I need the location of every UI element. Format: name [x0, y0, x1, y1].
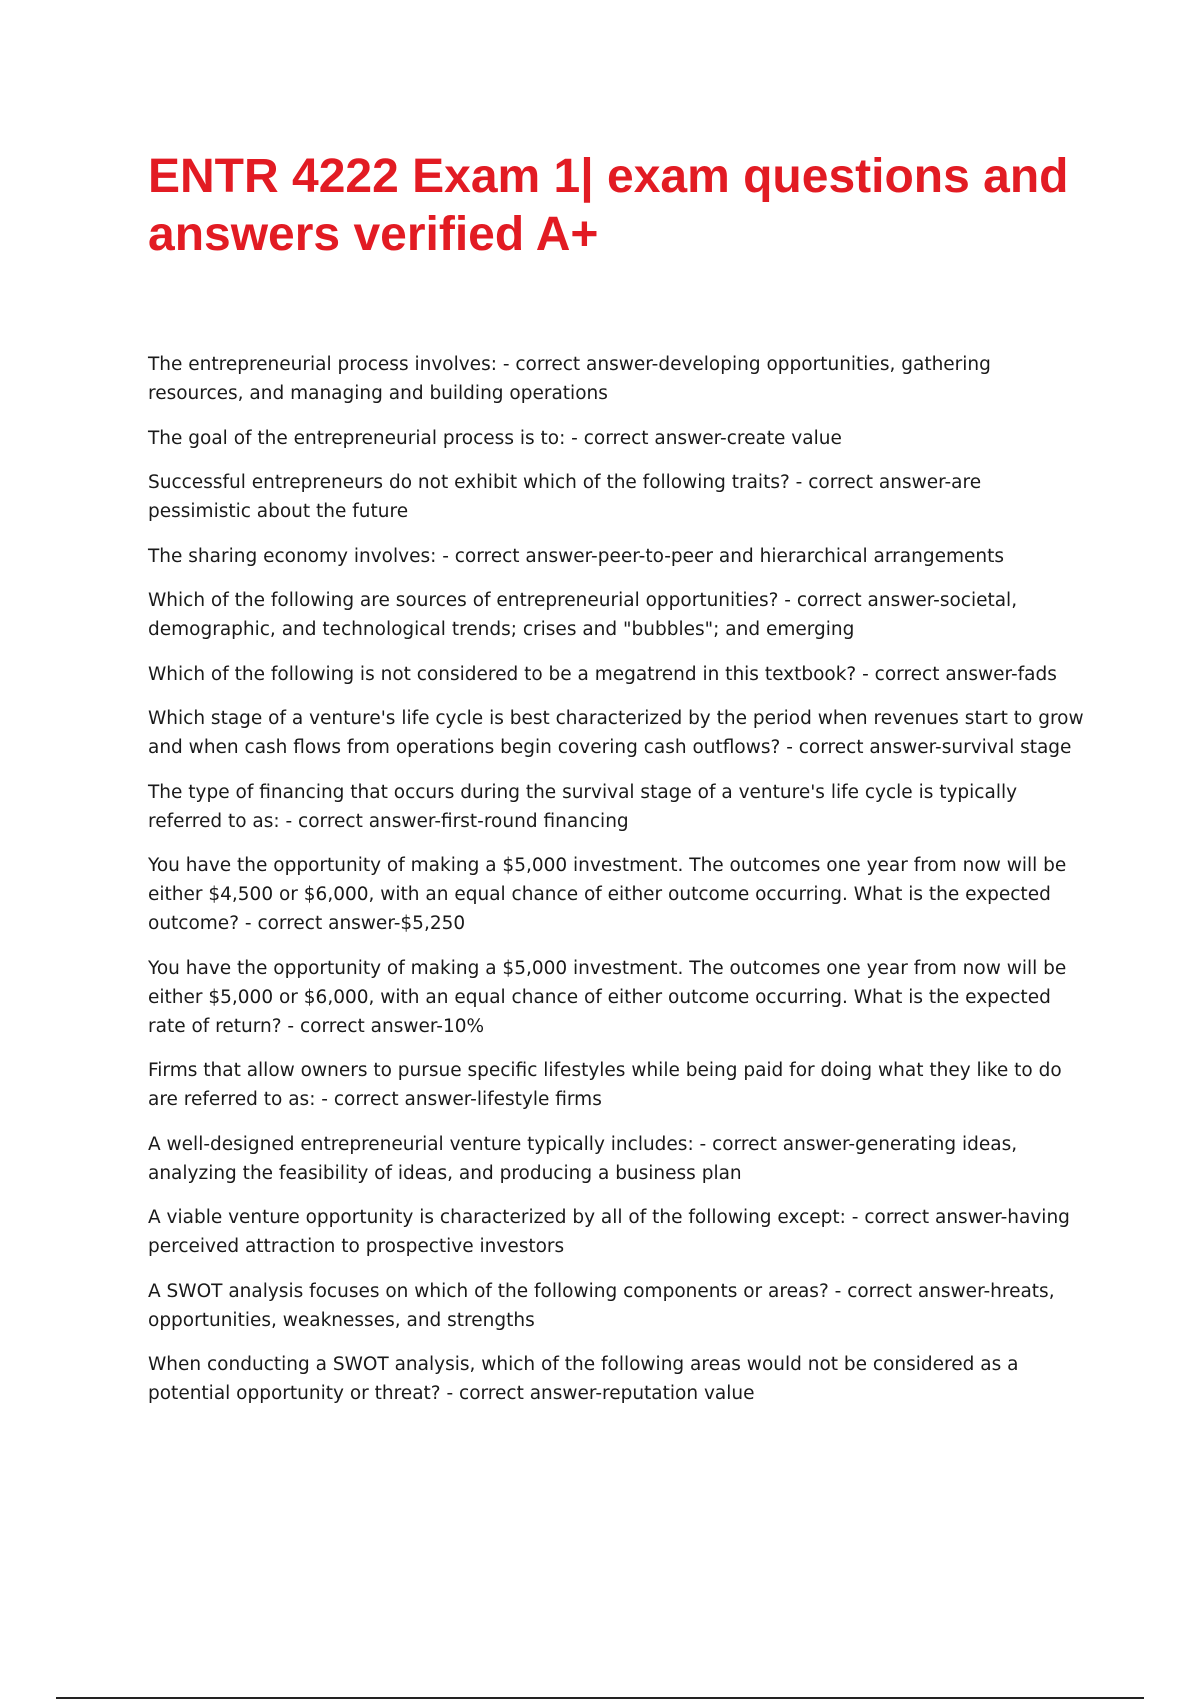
- qa-item: Which stage of a venture's life cycle is best characterized by the period when revenues start to grow and when cash flows from operations begin covering cash outflows? - correct answer-survival stage: [148, 708, 1084, 758]
- qa-item: A SWOT analysis focuses on which of the following components or areas? - correct answer-hreats, opportunities, weaknesses, and strengths: [148, 1280, 1055, 1331]
- qa-item: You have the opportunity of making a $5,000 investment. The outcomes one year from now will be either $4,500 or $6,000, with an equal chance of either outcome occurring. What is the expected outcome? - correct answer-$5,250: [148, 855, 1067, 934]
- qa-item: Which of the following are sources of entrepreneurial opportunities? - correct answer-societal, demographic, and technological trends; crises and "bubbles"; and emerging: [148, 590, 1018, 640]
- qa-item: A well-designed entrepreneurial venture typically includes: - correct answer-generating ideas, analyzing the feasibility of ideas, and producing a business plan: [148, 1133, 1018, 1184]
- qa-item: Which of the following is not considered to be a megatrend in this textbook? - correct answer-fads: [148, 663, 1057, 685]
- footer-rule: [56, 1697, 1144, 1699]
- document-title: ENTR 4222 Exam 1| exam questions and answers verified A+: [148, 150, 1069, 261]
- qa-item: You have the opportunity of making a $5,000 investment. The outcomes one year from now will be either $5,000 or $6,000, with an equal chance of either outcome occurring. What is the expected rate of return? - correct answer-10%: [148, 957, 1067, 1037]
- qa-item: A viable venture opportunity is characterized by all of the following except: - correct answer-having perceived attraction to prospective investors: [148, 1207, 1070, 1257]
- qa-item: The entrepreneurial process involves: - correct answer-developing opportunities, gathering resources, and managing and building operations: [148, 354, 991, 404]
- qa-item: The type of financing that occurs during the survival stage of a venture's life cycle is typically referred to as: - correct answer-first-round financing: [148, 781, 1018, 832]
- qa-list: [148, 350, 1084, 1424]
- qa-item: Firms that allow owners to pursue specific lifestyles while being paid for doing what they like to do are referred to as: - correct answer-lifestyle firms: [148, 1060, 1062, 1110]
- qa-item: The sharing economy involves: - correct answer-peer-to-peer and hierarchical arrangements: [148, 545, 1004, 567]
- qa-item: Successful entrepreneurs do not exhibit which of the following traits? - correct answer-are pessimistic about the future: [148, 472, 982, 522]
- qa-item: When conducting a SWOT analysis, which of the following areas would not be considered as a potential opportunity or threat? - correct answer-reputation value: [148, 1354, 1019, 1404]
- qa-item: The goal of the entrepreneurial process is to: - correct answer-create value: [148, 427, 842, 449]
